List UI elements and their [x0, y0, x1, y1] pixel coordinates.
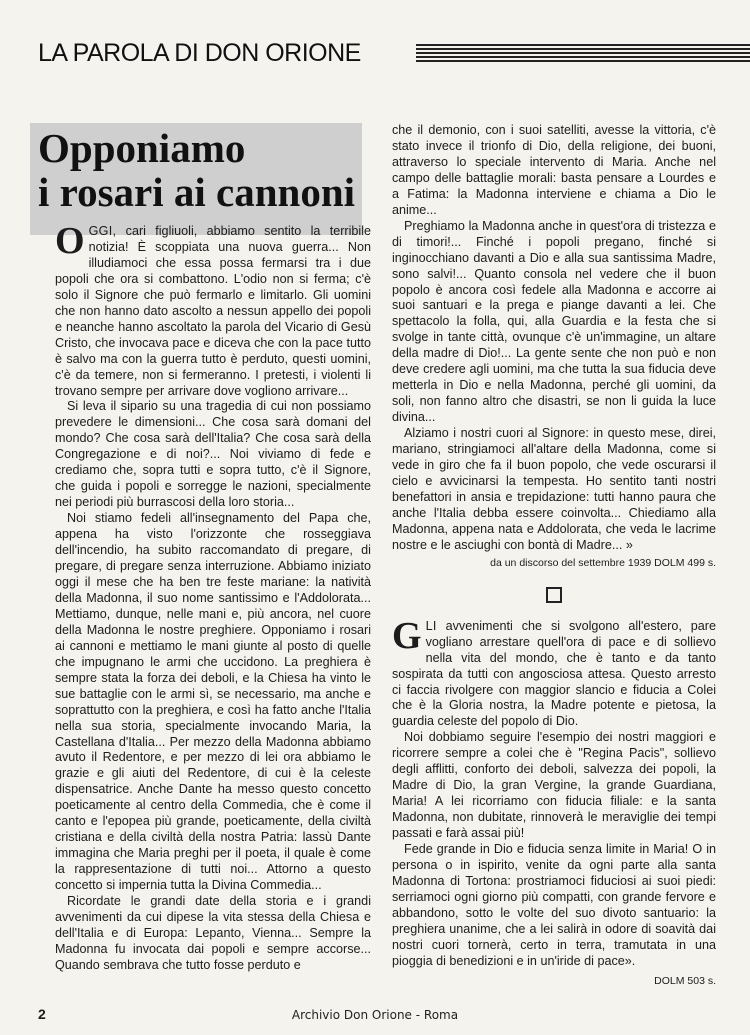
- paragraph-text: cari figliuoli, abbiamo sentito la terribile notizia! È scoppiata una nuova guerra... Non illudiamoci che essa possa fermarsi tra i due popoli che ora si combattono. L'odio non si ferma; c'è solo il Signore che può fermarlo e limitarlo. Gli uomini che non hanno dato ascolto a nessun appello dei popoli e neanche hanno ascoltato la parola del Vicario di Gesù Cristo, che invocava pace e diceva che con la pace tutto è salvo ma con la guerra tutto è perduto, questi uomini, c'è da temere, non si fermeranno. I pretesti, i violenti li trovano sempre per arrivare dove vogliono arrivare...: [55, 224, 371, 398]
- paragraph: Si leva il sipario su una tragedia di cui non possiamo prevedere le dimensioni... Che cosa sarà domani del mondo? Che cosa sarà dell'Italia? Che cosa sarà della Congregazione e di noi?... Noi viviamo di fede e crediamo che, sopra tutti e sopra tutto, c'è il Signore, che guida i popoli e sorregge le nazioni, specialmente nei periodi più burrascosi della loro storia...: [55, 399, 371, 510]
- lead-in: GGI,: [88, 224, 117, 238]
- article-title-line-2: i rosari ai cannoni: [38, 169, 356, 215]
- archive-footer: Archivio Don Orione - Roma: [291, 1008, 459, 1022]
- paragraph: Fede grande in Dio e fiducia senza limite in Maria! O in persona o in ispirito, venite da ogni parte alla santa Madonna di Tortona: prostriamoci fiduciosi ai suoi piedi: serriamoci ogni giorno più compatti, con grande fervore e abbandono, sotto le volte del suo divoto santuario: la preghiera unanime, che a lei salirà in odore di soavità dai nostri cuori tornerà, certo in terra, tramutata in una pioggia di benedizioni e in un'iride di pace».: [392, 842, 716, 968]
- left-column: [55, 220, 371, 974]
- paragraph: Noi dobbiamo seguire l'esempio dei nostri maggiori e ricorrere sempre a colei che è "Regina Pacis", sollievo degli afflitti, conforto dei deboli, salvezza dei popoli, la Madre di Dio, la gran Vergine, la grande Guardiana, Maria! A lei ricorriamo con fiducia filiale: e la santa Madonna, non dubitate, rinnoverà le meraviglie dei tempi passati e farà assai più!: [392, 730, 716, 841]
- lead-in: LI: [425, 618, 437, 633]
- right-column: [392, 123, 716, 990]
- paragraph: Preghiamo la Madonna anche in quest'ora di tristezza e di timori!... Finché i popoli pregano, finché si inginocchiano davanti a Dio e alla sua santissima Madre, sono salvi!... Quanto consola nel vedere che il buon popolo è ancora così fedele alla Madonna e accorre ai suoi santuari e la prega e piange davanti a lei. Che spettacolo la folla, qui, alla Guardia e la festa che si svolge in tante città, ovunque c'è un'immagine, un altare della madre di Dio!... La gente sente che non può e non deve credere agli uomini, ma che tutta la sua fiducia deve metterla in Dio e nella Madonna, perché gli uomini, da soli, non fanno altro che disastri, se non li guida la luce divina...: [392, 218, 716, 425]
- source-citation: da un discorso del settembre 1939 DOLM 499 s.: [490, 556, 716, 569]
- paragraph-text: avvenimenti che si svolgono all'estero, pare vogliano arrestare quell'ora di pace e di sollievo nella vita del mondo, che è tanto e da tanto sospirata da tutti con angosciosa attesa. Questo arresto ci faccia rivolgere con maggior slancio e fiducia a Colei che è la Gloria nostra, la Madre potente e pietosa, la guardia celeste del popolo di Dio.: [392, 618, 716, 729]
- page-header: [38, 38, 718, 70]
- section-separator-box: [546, 587, 562, 603]
- paragraph-continued: che il demonio, con i suoi satelliti, avesse la vittoria, c'è stato invece il trionfo di Dio, della religione, dei buoni, attraverso lo speciale intervento di Maria. Anche nel campo delle battaglie morali: basta pensare a Lourdes e a Fatima: la Madonna interviene e chiama a Dio le anime...: [392, 123, 716, 217]
- paragraph: [55, 220, 371, 399]
- paragraph: Ricordate le grandi date della storia e i grandi avvenimenti da cui dipese la vita stessa della Chiesa e dell'Italia e di Europa: Lepanto, Vienna... Sempre la Madonna fu invocata dai popoli e sempre accorse... Quando sembrava che tutto fosse perduto e: [55, 894, 371, 972]
- drop-cap: O: [55, 220, 85, 262]
- paragraph: Alziamo i nostri cuori al Signore: in questo mese, direi, mariano, stringiamoci all'altare della Madonna, come si vede in giro che fa il buon popolo, che vede oscurarsi il cielo e avvicinarsi la tempesta. Ho sentito tanti nostri benefattori in ansia e trepidazione: tutti hanno paura che anche l'Italia debba essere coinvolta... Chiediamo alla Madonna, appena nata e Addolorata, che veda le lacrime nostre e le asciughi con bontà di Madre... »: [392, 426, 716, 552]
- source-citation: DOLM 503 s.: [654, 974, 716, 987]
- section-title: LA PAROLA DI DON ORIONE: [38, 39, 361, 67]
- drop-cap: G: [392, 614, 422, 657]
- page-number: 2: [38, 1006, 46, 1022]
- paragraph: Noi stiamo fedeli all'insegnamento del Papa che, appena ha visto l'orizzonte che rosseggiava dell'incendio, ha subito raccomandato di pregare, di pregare, di pregare senza interruzione. Abbiamo iniziato oggi il mese che ha ben tre feste mariane: la natività della Madonna, il suo nome santissimo e l'Addolorata... Mettiamo, dunque, nelle mani e, più ancora, nel cuore della Madonna le nostre preghiere. Opponiamo i rosari ai cannoni e mettiamo le mani giunte al posto di quelle che impugnano le armi che uccidono. La preghiera è sempre stata la forza dei deboli, e la Chiesa ha vinto le sue battaglie con le armi sì, se necessario, ma anche e soprattutto con la preghiera, e così ha fatto anche l'Italia nella sua storia, specialmente invocando Maria, la Castellana d'Italia... Per mezzo della Madonna abbiamo avuto il Redentore, e per mezzo di lei ora abbiamo le grazie e gli aiuti del Redentore, di cui è la celeste dispensatrice. Anche Dante ha messo questo concetto poeticamente al centro della Commedia, che è come il canto e l'epopea più grande, poeticamente, della civiltà cristiana e della civiltà della nostra Patria: lassù Dante immagina che Maria preghi per il poeta, il quale è come la rappresentazione di tutti noi... Attorno a questo concetto si impernia tutta la Divina Commedia...: [55, 511, 371, 893]
- article-title: [38, 126, 368, 214]
- paragraph: [392, 614, 716, 731]
- header-rule-lines: [416, 44, 750, 64]
- article-title-line-1: Opponiamo: [38, 125, 246, 171]
